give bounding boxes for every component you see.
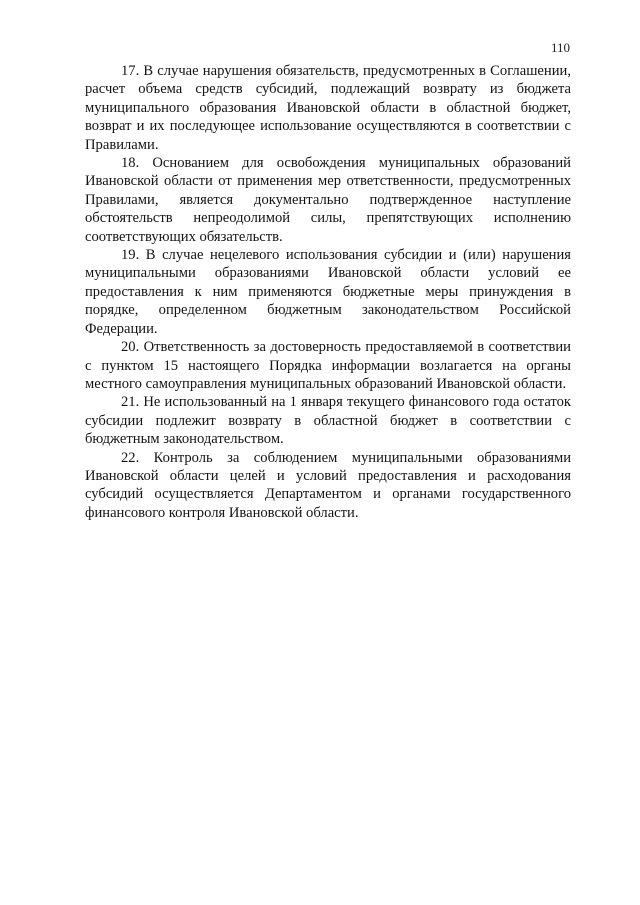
paragraph-19: 19. В случае нецелевого использования субсидии и (или) нарушения муниципальными образованиями Ивановской области условий ее предоставления к ним применяются бюджетные меры принуждения в порядке, определенном бюджетным законодательством Российской Федерации. <box>85 247 571 337</box>
document-body <box>85 62 571 522</box>
paragraph-20: 20. Ответственность за достоверность предоставляемой в соответствии с пунктом 15 настоящего Порядка информации возлагается на органы местного самоуправления муниципальных образований Ивановской области. <box>85 339 571 392</box>
paragraph-17: 17. В случае нарушения обязательств, предусмотренных в Соглашении, расчет объема средств субсидий, подлежащий возврату из бюджета муниципального образования Ивановской области в областной бюджет, возврат и их последующее использование осуществляются в соответствии с Правилами. <box>85 63 571 153</box>
paragraph-22: 22. Контроль за соблюдением муниципальными образованиями Ивановской области целей и условий предоставления и расходования субсидий осуществляется Департаментом и органами государственного финансового контроля Ивановской области. <box>85 449 571 521</box>
paragraph-21: 21. Не использованный на 1 января текущего финансового года остаток субсидии подлежит возврату в областной бюджет в соответствии с бюджетным законодательством. <box>85 394 571 448</box>
paragraph-18: 18. Основанием для освобождения муниципальных образований Ивановской области от применения мер ответственности, предусмотренных Правилами, является документально подтвержденное наступление обстоятельств непреодолимой силы, препятствующих исполнению соответствующих обязательств. <box>85 155 571 245</box>
page-number: 110 <box>550 40 570 55</box>
